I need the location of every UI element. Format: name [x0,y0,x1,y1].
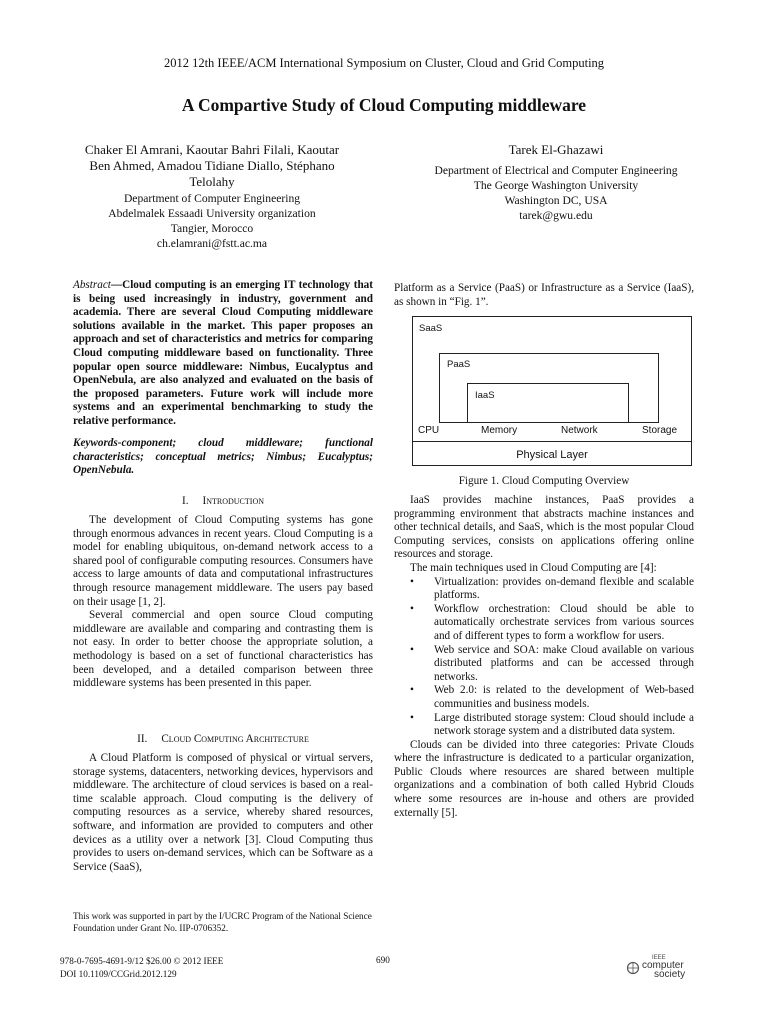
abstract-label: Abstract [73,279,111,291]
list-item: • Large distributed storage system: Cloud should include a network storage system and a distributed data system. [410,711,694,738]
paragraph: A Cloud Platform is composed of physical or virtual servers, storage systems, datacenters, networking devices, hypervisors and middleware. The architecture of cloud services is based on a real-time scalable approach. Cloud computing is the delivery of computing resources as a service, whereby shared resources, software, and information are provided to computers and other devices as a utility over a network [3]. Cloud Computing thus provides to users on-demand services, which can be Software as a Service (SaaS), [73,752,373,873]
cpu-label: CPU [418,425,440,436]
list-item: • Virtualization: provides on-demand flexible and scalable platforms. [410,575,694,602]
section-title: Introduction [202,495,264,507]
bullet-icon: • [410,575,414,588]
paragraph: IaaS provides machine instances, PaaS provides a programming environment that abstracts machine instances and other technical details, and SaaS, which is the most popular Cloud Computing services, consists on applications offering online resources and storage. [394,494,694,561]
author-name: Tarek El-Ghazawi [508,142,604,157]
physical-layer-label: Physical Layer [413,441,691,468]
author-email: tarek@gwu.edu [519,209,593,222]
author-block-right [398,142,714,223]
keywords: Keywords-component; cloud middleware; functional characteristics; conceptual metrics; Nimbus; Eucalyptus; OpenNebula. [73,437,373,477]
saas-label: SaaS [419,323,443,334]
section-heading-intro [73,495,373,507]
section-number: I. [181,495,189,507]
page-number: 690 [376,955,390,965]
isbn-line: 978-0-7695-4691-9/12 $26.00 © 2012 IEEE [60,956,224,966]
paragraph: Platform as a Service (PaaS) or Infrastructure as a Service (IaaS), as shown in “Fig. 1”. [394,282,694,308]
author-city: Washington DC, USA [504,194,608,207]
abstract [73,279,373,429]
paragraph: Several commercial and open source Cloud computing middleware are available and comparing and contrasting them is not easy. In order to better choose the appropriate solution, a methodology is based on a set of functional characteristics has been developed, and a detailed comparison between three middleware systems has been presented in this paper. [73,609,373,690]
bullet-icon: • [410,643,414,656]
logo-text-ieee: IEEE [652,955,666,961]
paragraph: The development of Cloud Computing systems has gone through enormous advances in recent years. Cloud Computing is a model for enabling ubiquitous, on-demand network access to a shared pool of configurable computing resources. Consumers have access to large amounts of data and computational infrastructures through resource management middleware. The users pay based on their usage [1, 2]. [73,514,373,608]
author-names-line: Chaker El Amrani, Kaoutar Bahri Filali, Kaoutar [84,142,340,157]
bullet-icon: • [410,711,414,724]
paragraph: The main techniques used in Cloud Computing are [4]: [410,561,657,574]
paas-label: PaaS [447,359,471,370]
intro-body [73,514,373,691]
author-names-line: Telolahy [189,174,235,190]
section-number: II. [137,733,148,745]
iaas-label: IaaS [475,390,495,401]
memory-label: Memory [481,425,518,436]
cloud-overview-figure [412,316,692,466]
publication-info [60,955,223,981]
logo-text-society: society [654,969,686,980]
section-heading-architecture [73,733,373,745]
author-department: Department of Computer Engineering [123,191,301,205]
right-column-body [394,494,694,820]
abstract-text: —Cloud computing is an emerging IT technology that is being used increasingly in industry, government and academia. There are several Cloud Computing middleware solutions available in the market. This paper proposes an approach and set of characteristics and metrics for comparing Cloud computing middleware based on functionality. Three popular open source middleware: Nimbus, Eucalyptus and OpenNebula, are also analyzed and evaluated on the basis of the proposed parameters. Future work will include more systems and an experimental benchmarking to study the relative performance. [73,279,373,427]
funding-footnote: This work was supported in part by the I/UCRC Program of the National Science Foundation under Grant No. IIP-0706352. [73,911,372,933]
paragraph: Clouds can be divided into three categories: Private Clouds where the infrastructure is dedicated to a particular organization, Public Clouds where resources are shared between multiple organizations and a combination of both called Hybrid Clouds where some resources are in-house and others are provided externally [5]. [394,738,694,819]
author-email: ch.elamrani@fstt.ac.ma [156,236,268,250]
bullet-icon: • [410,684,414,697]
conference-name: 2012 12th IEEE/ACM International Symposium on Cluster, Cloud and Grid Computing [163,56,605,70]
author-names-line: Ben Ahmed, Amadou Tidiane Diallo, Stéphano [89,158,335,174]
author-university: The George Washington University [473,179,639,192]
techniques-list [394,576,694,739]
ieee-computer-society-logo [626,951,706,981]
author-block-left [62,142,362,251]
architecture-body [73,752,373,874]
list-item: • Workflow orchestration: Cloud should be able to automatically orchestrate services from various sources and of different types to form a workflow for users. [410,602,694,642]
author-university: Abdelmalek Essaadi University organization [108,206,316,220]
list-item: • Web service and SOA: make Cloud available on various distributed platforms and can be accessed through networks. [410,643,694,683]
list-item: • Web 2.0: is related to the development of Web-based communities and business models. [410,684,694,710]
author-department: Department of Electrical and Computer Engineering [434,164,678,177]
section-title: Cloud Computing Architecture [161,733,309,745]
iaas-box [467,383,629,423]
logo-text-computer: computer [642,960,684,971]
author-city: Tangier, Morocco [170,221,254,235]
figure-caption: Figure 1. Cloud Computing Overview [458,475,630,487]
paper-title: A Compartive Study of Cloud Computing middleware [181,95,587,115]
network-label: Network [561,425,598,436]
storage-label: Storage [642,425,678,436]
doi-line: DOI 10.1109/CCGrid.2012.129 [60,969,177,979]
bullet-icon: • [410,602,414,615]
